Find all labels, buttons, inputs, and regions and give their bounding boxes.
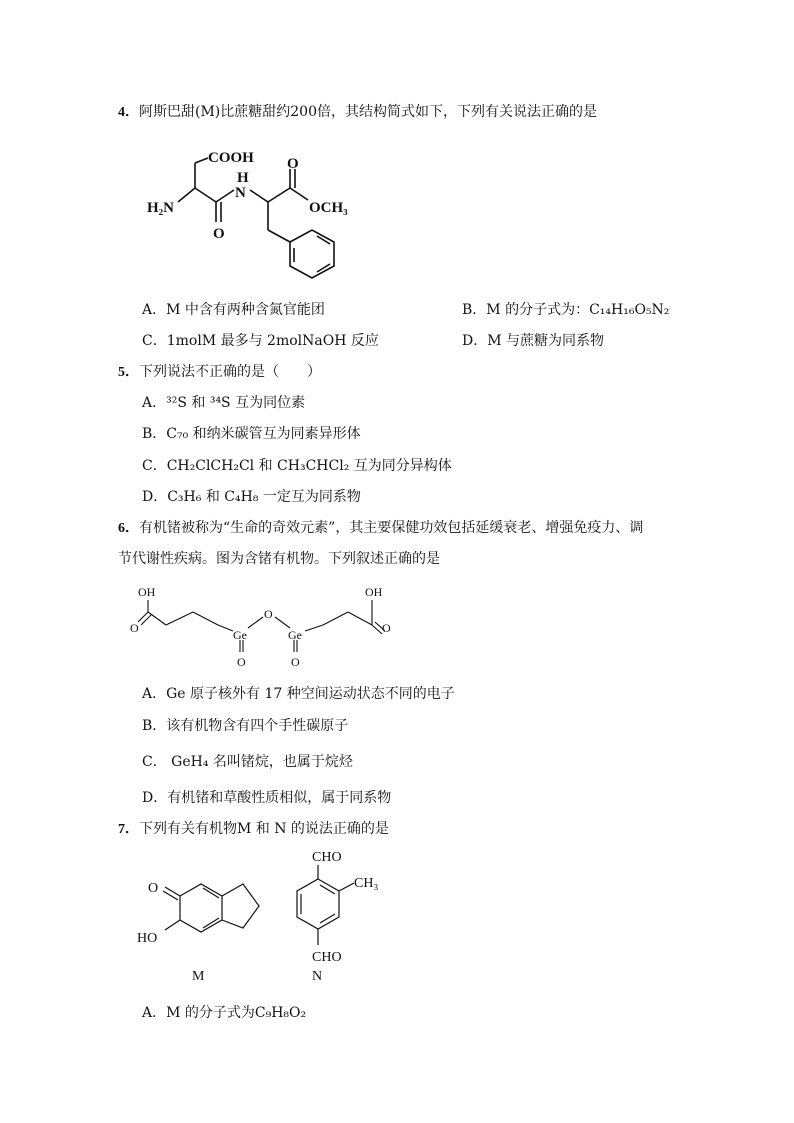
ester-o-label: O [287,156,299,172]
q4-number: 4． [118,105,139,120]
q4-option-c[interactable]: C．1molM 最多与 2molNaOH 反应 [142,333,379,349]
n-cho-top-label: CHO [312,850,342,865]
q6-stem-text-1: 有机锗被称为“生命的奇效元素”，其主要保健功效包括延缓衰老、增强免疫力、调 [139,520,644,536]
q5-number: 5． [118,365,139,380]
ge1-label: Ge [233,628,247,642]
n-ch3-label: CH₃ [354,876,379,891]
q5-stem [118,363,321,382]
q4-option-b[interactable]: B．M 的分子式为：C₁₄H₁₆O₅N₂ [462,302,670,318]
q5-option-a[interactable]: A．³²S 和 ³⁴S 互为同位素 [142,395,306,411]
q6-option-b[interactable]: B．该有机物含有四个手性碳原子 [142,718,349,734]
nh-n-label: N [235,185,246,201]
q7-stem [118,820,389,839]
ge1-oxo-label: O [237,655,246,669]
q6-number: 6． [118,521,139,536]
q5-option-c[interactable]: C．CH₂ClCH₂Cl 和 CH₃CHCl₂ 互为同分异构体 [142,458,452,474]
carbonyl-o-label: O [213,226,225,242]
q4-option-a[interactable]: A．M 中含有两种含氮官能团 [142,302,325,318]
germanium-structure [130,580,400,670]
ge2-label: Ge [288,628,302,642]
h2n-label: H₂N [147,200,174,216]
q5-option-d[interactable]: D．C₃H₆ 和 C₄H₈ 一定互为同系物 [142,489,361,505]
q6-option-a[interactable]: A．Ge 原子核外有 17 种空间运动状态不同的电子 [142,686,455,702]
cooh-label: COOH [208,150,254,166]
q7-stem-text: 下列有关有机物M 和 N 的说法正确的是 [139,821,389,837]
q7-number: 7． [118,822,139,837]
q4-stem [118,103,597,122]
m-ho-label: HO [137,931,158,946]
q6-option-c[interactable]: C． GeH₄ 名叫锗烷，也属于烷烃 [142,754,353,770]
m-oxo-label: O [148,881,159,896]
nh-h-label: H [237,170,249,186]
right-o-label: O [382,621,391,635]
q4-stem-text: 阿斯巴甜(M)比蔗糖甜约200倍，其结构简式如下，下列有关说法正确的是 [139,104,597,120]
right-oh-label: OH [365,585,383,599]
n-cho-bottom-label: CHO [312,950,342,965]
ge2-oxo-label: O [291,655,300,669]
q6-stem-line1 [118,519,643,538]
bridge-o-label: O [264,607,273,621]
och3-label: OCH₃ [309,200,348,216]
q5-stem-text: 下列说法不正确的是（ ） [139,364,321,380]
n-name-label: N [312,969,323,984]
q5-option-b[interactable]: B．C₇₀ 和纳米碳管互为同素异形体 [142,426,361,442]
q6-stem-line2: 节代谢性疾病。图为含锗有机物。下列叙述正确的是 [118,551,440,567]
q7-option-a[interactable]: A．M 的分子式为C₉H₈O₂ [142,1005,307,1021]
left-o-label: O [130,621,139,635]
compound-m-structure [135,850,275,990]
q4-option-d[interactable]: D．M 与蔗糖为同系物 [462,333,605,349]
q6-option-d[interactable]: D．有机锗和草酸性质相似，属于同系物 [142,790,392,806]
m-name-label: M [192,969,205,984]
aspartame-structure [142,140,372,285]
left-oh-label: OH [138,585,156,599]
compound-n-structure [282,845,392,985]
